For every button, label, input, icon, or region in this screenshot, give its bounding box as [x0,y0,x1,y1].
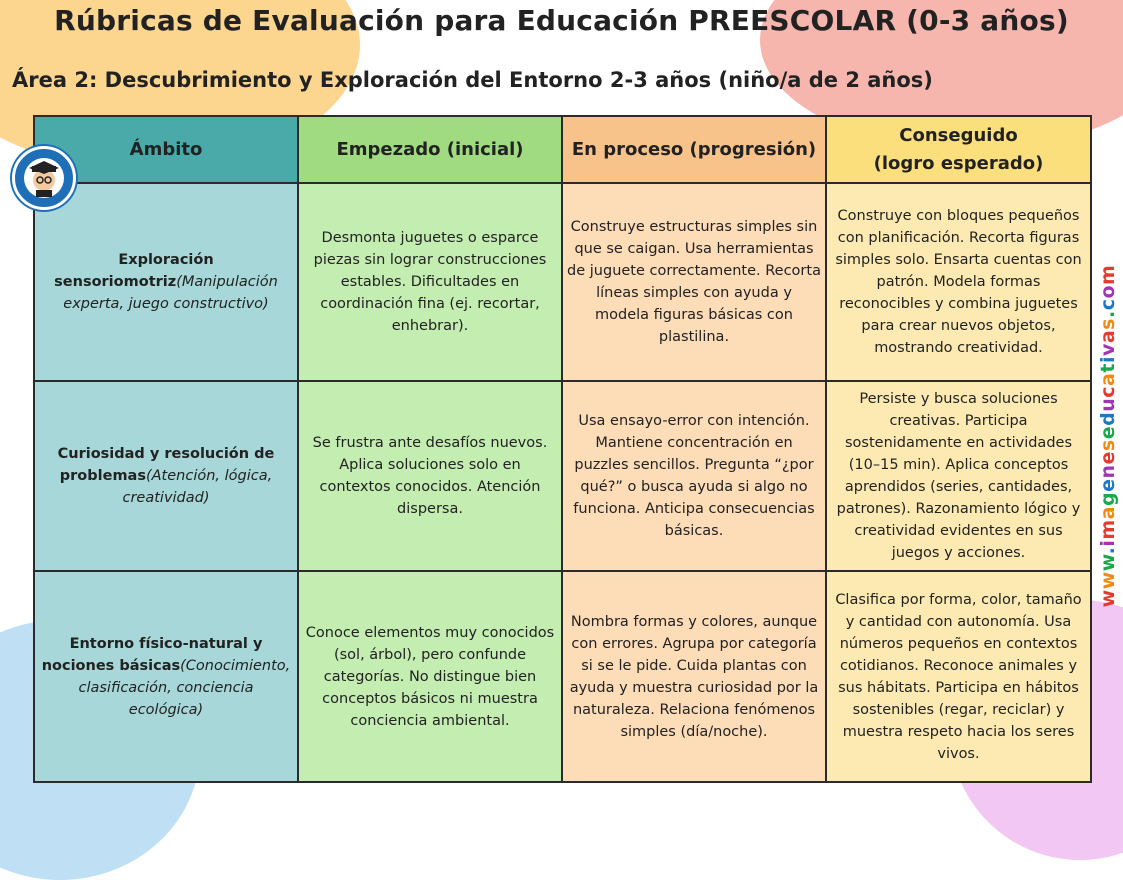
ambito-description: (Manipulación experta, juego constructivo) [63,274,278,312]
proceso-cell: Usa ensayo-error con intención. Mantiene concentración en puzzles sencillos. Pregunta “¿por qué?” o busca ayuda si algo no funciona. Anticipa consecuencias básicas. [562,381,826,571]
header-inicial: Empezado (inicial) [298,116,562,183]
table-row [34,571,1091,782]
logro-cell: Construye con bloques pequeños con planificación. Recorta figuras simples solo. Ensarta cuentas con patrón. Modela formas reconocibles y combina juguetes para crear nuevos objetos, mostrando creatividad. [826,183,1091,381]
ambito-name: Curiosidad y resolución de problemas [57,446,275,484]
rubric-table [33,115,1092,783]
header-logro [826,116,1091,183]
inicial-cell: Conoce elementos muy conocidos (sol, árbol), pero confunde categorías. No distingue bien conceptos básicos ni muestra conciencia ambiental. [298,571,562,782]
brand-logo-icon [12,146,76,210]
ambito-cell [34,381,298,571]
ambito-description: (Atención, lógica, creatividad) [122,468,273,506]
header-proceso: En proceso (progresión) [562,116,826,183]
logro-cell: Persiste y busca soluciones creativas. Participa sostenidamente en actividades (10–15 min). Aplica conceptos aprendidos (series, cantidades, patrones). Razonamiento lógico y creatividad evidentes en sus juegos y acciones. [826,381,1091,571]
proceso-cell: Construye estructuras simples sin que se caigan. Usa herramientas de juguete correctamente. Recorta líneas simples con ayuda y modela figuras básicas con plastilina. [562,183,826,381]
logro-cell: Clasifica por forma, color, tamaño y cantidad con autonomía. Usa números pequeños en contextos cotidianos. Reconoce animales y sus hábitats. Participa en hábitos sostenibles (regar, reciclar) y muestra respeto hacia los seres vivos. [826,571,1091,782]
ambito-name: Entorno físico-natural y nociones básicas [41,635,263,674]
proceso-cell: Nombra formas y colores, aunque con errores. Agrupa por categoría si se le pide. Cuida plantas con ayuda y muestra curiosidad por la naturaleza. Relaciona fenómenos simples (día/noche). [562,571,826,782]
ambito-cell [34,183,298,381]
ambito-name: Exploración sensoriomotriz [54,252,214,290]
page-title: Rúbricas de Evaluación para Educación PREESCOLAR (0-3 años) [54,4,1069,37]
header-logro-line1: Conseguido [899,124,1018,146]
header-ambito: Ámbito [34,116,298,183]
inicial-cell: Se frustra ante desafíos nuevos. Aplica soluciones solo en contextos conocidos. Atención dispersa. [298,381,562,571]
website-watermark: www.imageneseducativas.com [1097,264,1119,608]
table-row [34,381,1091,571]
ambito-cell [34,571,298,782]
table-header-row [34,116,1091,183]
inicial-cell: Desmonta juguetes o esparce piezas sin lograr construcciones estables. Dificultades en coordinación fina (ej. recortar, enhebrar). [298,183,562,381]
header-logro-line2: (logro esperado) [873,152,1044,174]
ambito-description: (Conocimiento, clasificación, conciencia ecológica) [78,657,291,718]
page-subtitle: Área 2: Descubrimiento y Exploración del Entorno 2-3 años (niño/a de 2 años) [12,68,933,92]
table-row [34,183,1091,381]
